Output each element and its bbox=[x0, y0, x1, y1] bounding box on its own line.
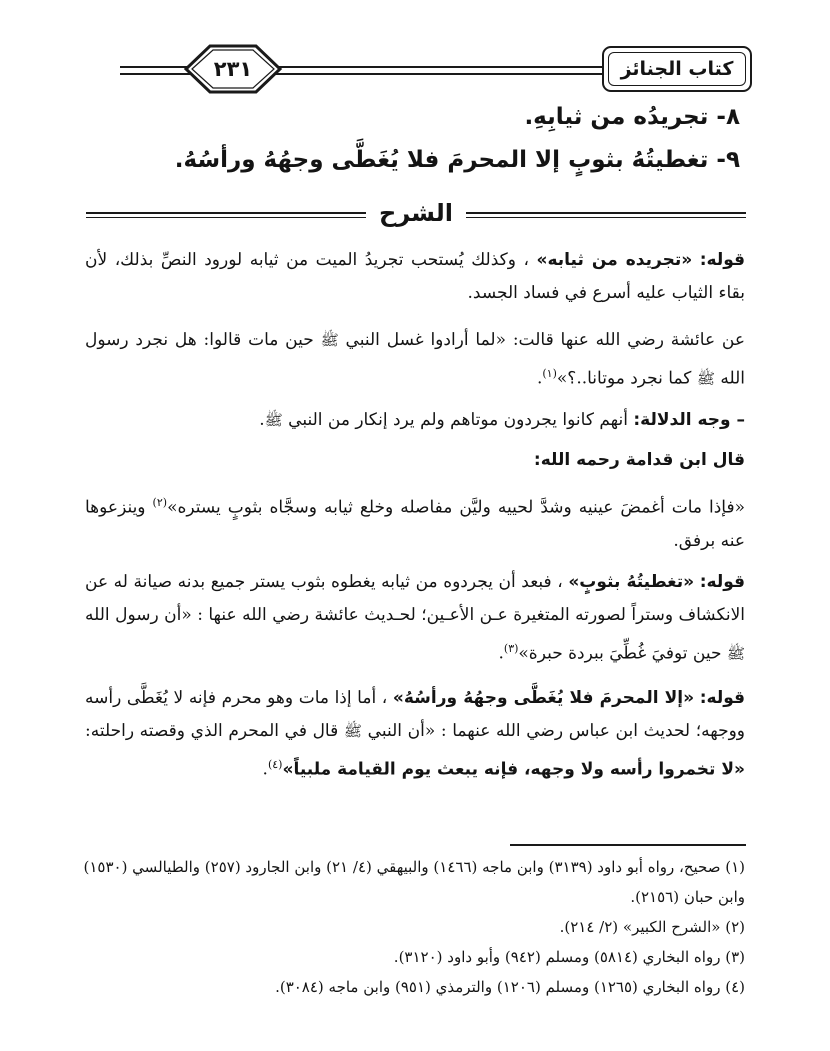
section-heading bbox=[86, 198, 746, 234]
paragraph-text: أنهم كانوا يجردون موتاهم ولم يرد إنكار من النبي bbox=[288, 410, 628, 430]
paragraph-text: ، وكذلك يُستحب تجريدُ الميت من ثيابه لورود النصِّ بذلك، لأن بقاء الثياب عليه أسرع في فساد الجسد. bbox=[85, 250, 745, 303]
paragraph-2: عن عائشة رضي الله عنها قالت: «لما أرادوا غسل النبي ﷺ حين مات قالوا: هل نجرد رسول الله ﷺ كما نجرد موتانا..؟»$^{(١)}$. bbox=[85, 330, 745, 389]
footnote-ref: (١) bbox=[542, 367, 557, 380]
paragraph-text: «فإذا مات أغمضَ عينيه وشدَّ لحييه وليَّن مفاصله وخلع ثيابه وسجَّاه بثوبٍ يستره» bbox=[167, 497, 745, 518]
paragraph-label: قوله: bbox=[699, 572, 746, 592]
pbuh-icon: ﷺ bbox=[696, 369, 715, 388]
section-title: الشرح bbox=[379, 199, 453, 227]
footnote-3: (٣) رواه البخاري (٥٨١٤) ومسلم (٩٤٢) وأبو داود (٣١٢٠). bbox=[393, 948, 745, 966]
paragraph-4 bbox=[85, 444, 745, 477]
paragraph-text: وينزعوها عنه برفق. bbox=[85, 497, 745, 551]
paragraph-text: قال في المحرم الذي وقصته راحلته: bbox=[85, 721, 339, 741]
quoted-text: «تغطيتُهُ بثوبٍ» bbox=[568, 572, 695, 592]
paragraph-7: قوله: «إلا المحرمَ فلا يُغَطَّى وجهُهُ ورأسُهُ» ، أما إذا مات وهو محرم فإنه لا يُغَطَّى رأسه ووجهه؛ لحديث ابن عباس رضي الله عنهما : «أن النبي ﷺ قال في المحرم الذي وقصته راحلته: «لا تخمروا رأسه ولا وجهه، فإنه يبعث يوم القيامة ملبياً»$^{(٤)}$. bbox=[85, 688, 746, 780]
quoted-text: «إلا المحرمَ فلا يُغَطَّى وجهُهُ ورأسُهُ» bbox=[392, 688, 695, 708]
footnote-1: (١) صحيح، رواه أبو داود (٣١٣٩) وابن ماجه (١٤٦٦) والبيهقي (٤/ ٢١) وابن الجارود (٢٥٧) والطيالسي (١٥٣٠) وابن حبان (٢١٥٦). bbox=[83, 858, 745, 906]
paragraph-text: حين مات قالوا: هل نجرد رسول الله bbox=[85, 330, 745, 389]
hadith-text: «لا تخمروا رأسه ولا وجهه، فإنه يبعث يوم القيامة ملبياً» bbox=[282, 759, 745, 780]
pbuh-icon: ﷺ bbox=[320, 331, 339, 349]
footnote-divider bbox=[510, 844, 746, 846]
footnote-4: (٤) رواه البخاري (١٢٦٥) ومسلم (١٢٠٦) والترمذي (٩٥١) وابن ماجه (٣٠٨٤). bbox=[275, 978, 745, 996]
page-header bbox=[120, 40, 752, 100]
quoted-text: «تجريده من ثيابه» bbox=[536, 250, 693, 270]
paragraph-text: ، أما إذا مات وهو محرم فإنه لا يُغَطَّى رأسه ووجهه؛ لحديث ابن عباس رضي الله عنهما : «أن النبي bbox=[85, 688, 746, 741]
page-number: ٢٣١ bbox=[213, 57, 253, 81]
paragraph-text: ، فبعد أن يجردوه من ثيابه يغطوه بثوب يستر جميع بدنه صيانة له عن الانكشاف وستراً لصورته المتغيرة عـن الأعـين؛ لحـديث عائشة رضي الله عنها : «أن رسول الله bbox=[85, 572, 745, 625]
footnote-ref: (٤) bbox=[267, 758, 283, 771]
paragraph-label: قال ابن قدامة رحمه الله: bbox=[533, 450, 745, 470]
paragraph-6: قوله: «تغطيتُهُ بثوبٍ» ، فبعد أن يجردوه من ثيابه يغطوه بثوب يستر جميع بدنه صيانة له عن الانكشاف وستراً لصورته المتغيرة عـن الأعـين؛ لحـديث عائشة رضي الله عنها : «أن رسول الله ﷺ حين توفيَ غُطِّيَ ببردة حبرة»$^{(٣)}$. bbox=[85, 572, 746, 664]
pbuh-icon: ﷺ bbox=[726, 644, 745, 663]
paragraph-label: قوله: bbox=[699, 250, 746, 270]
list-item-8: ٨- تجريدُه من ثيابِهِ. bbox=[524, 104, 740, 130]
list-item-9: ٩- تغطيتُهُ بثوبٍ إلا المحرمَ فلا يُغَطَّى وجهُهُ ورأسُهُ. bbox=[174, 147, 740, 173]
pbuh-icon: ﷺ bbox=[264, 411, 283, 429]
paragraph-label: قوله: bbox=[699, 688, 746, 708]
paragraph-5 bbox=[85, 486, 745, 558]
footnote-ref: (٢) bbox=[152, 496, 168, 509]
chapter-title-box bbox=[602, 46, 752, 92]
paragraph-3: – وجه الدلالة: أنهم كانوا يجردون موتاهم ولم يرد إنكار من النبي ﷺ. bbox=[259, 410, 745, 430]
paragraph-1 bbox=[85, 244, 745, 310]
paragraph-text: عن عائشة رضي الله عنها قالت: «لما أرادوا غسل النبي bbox=[345, 330, 745, 350]
chapter-title: كتاب الجنائز bbox=[608, 52, 746, 86]
paragraph-text: كما نجرد موتانا..؟» bbox=[556, 368, 692, 389]
pbuh-icon: ﷺ bbox=[343, 722, 363, 740]
footnote-2: (٢) «الشرح الكبير» (٢/ ٢١٤). bbox=[559, 918, 745, 936]
paragraph-label: – وجه الدلالة: bbox=[633, 410, 745, 430]
paragraph-text: حين توفيَ غُطِّيَ ببردة حبرة» bbox=[518, 643, 722, 664]
footnote-ref: (٣) bbox=[503, 642, 519, 655]
